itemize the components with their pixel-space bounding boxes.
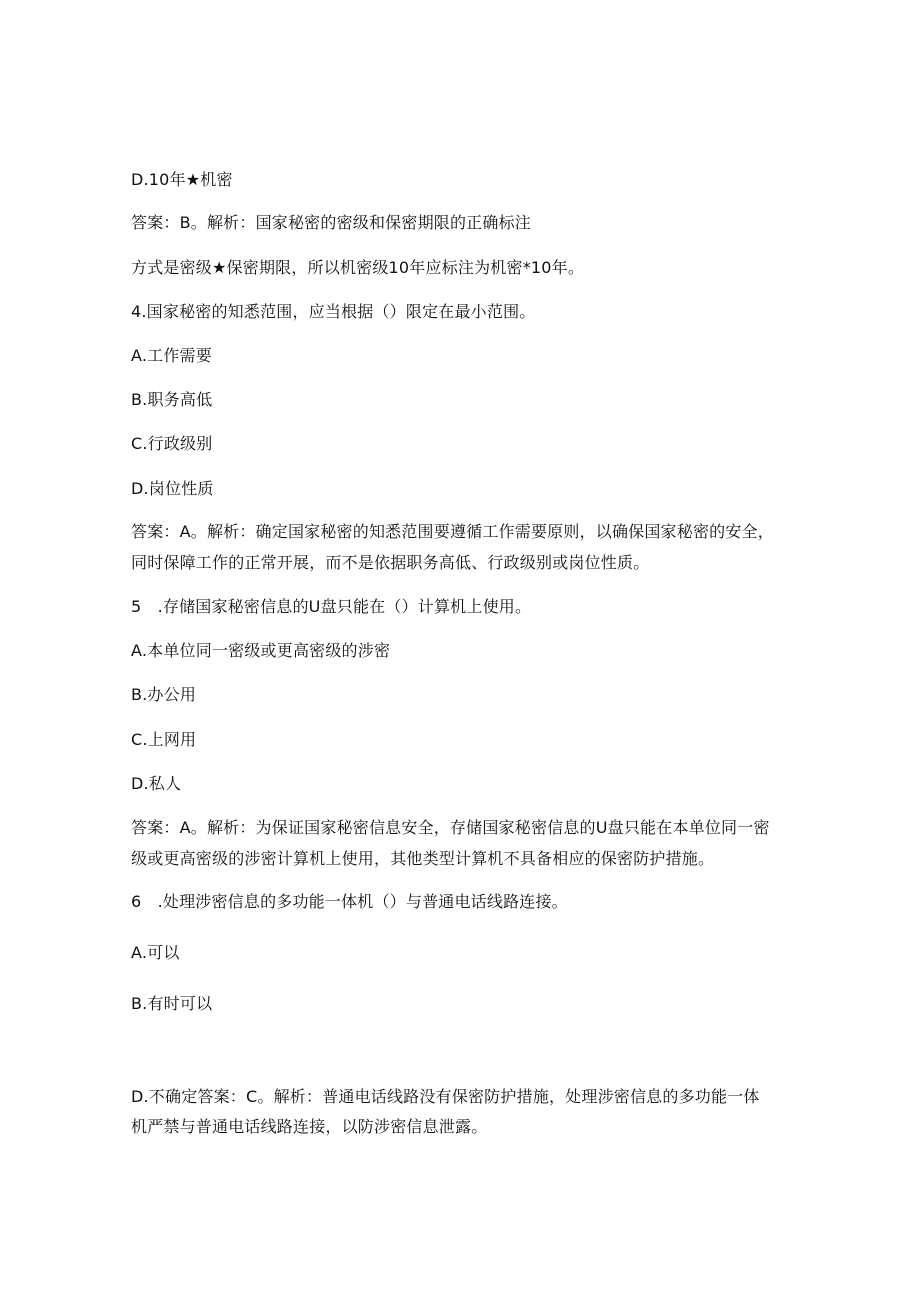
answer-q3-line2: 方式是密级★保密期限，所以机密级10年应标注为机密*10年。 [131,258,585,277]
option-b-q5: B.办公用 [131,685,197,704]
answer-q5-line2: 级或更高密级的涉密计算机上使用，其他类型计算机不具备相应的保密防护措施。 [131,849,715,868]
answer-q4-line1: 答案：A。解析：确定国家秘密的知悉范围要遵循工作需要原则，以确保国家秘密的安全， [131,522,774,541]
option-a-q5: A.本单位同一密级或更高密级的涉密 [131,641,391,660]
option-d-q4: D.岗位性质 [131,479,214,498]
answer-q3-line1: 答案：B。解析：国家秘密的密级和保密期限的正确标注 [131,213,531,232]
option-b-q6: B.有时可以 [131,994,213,1013]
option-c-q5: C.上网用 [131,730,197,749]
option-d-q5: D.私人 [131,774,182,793]
option-b-q4: B.职务高低 [131,390,213,409]
answer-q4-line2: 同时保障工作的正常开展，而不是依据职务高低、行政级别或岗位性质。 [131,553,650,572]
answer-q5-line1: 答案：A。解析：为保证国家秘密信息安全，存储国家秘密信息的U盘只能在本单位同一密 [131,818,770,837]
option-a-q4: A.工作需要 [131,346,212,365]
option-d-q3: D.10年★机密 [131,170,233,189]
option-a-q6: A.可以 [131,943,180,962]
answer-q6-line1: D.不确定答案：C。解析：普通电话线路没有保密防护措施，处理涉密信息的多功能一体 [131,1087,760,1106]
question-5: 5 .存储国家秘密信息的U盘只能在（）计算机上使用。 [131,597,532,616]
question-4: 4.国家秘密的知悉范围，应当根据（）限定在最小范围。 [131,302,536,321]
option-c-q4: C.行政级别 [131,434,213,453]
question-6: 6 .处理涉密信息的多功能一体机（）与普通电话线路连接。 [131,892,568,911]
answer-q6-line2: 机严禁与普通电话线路连接，以防涉密信息泄露。 [131,1117,488,1136]
